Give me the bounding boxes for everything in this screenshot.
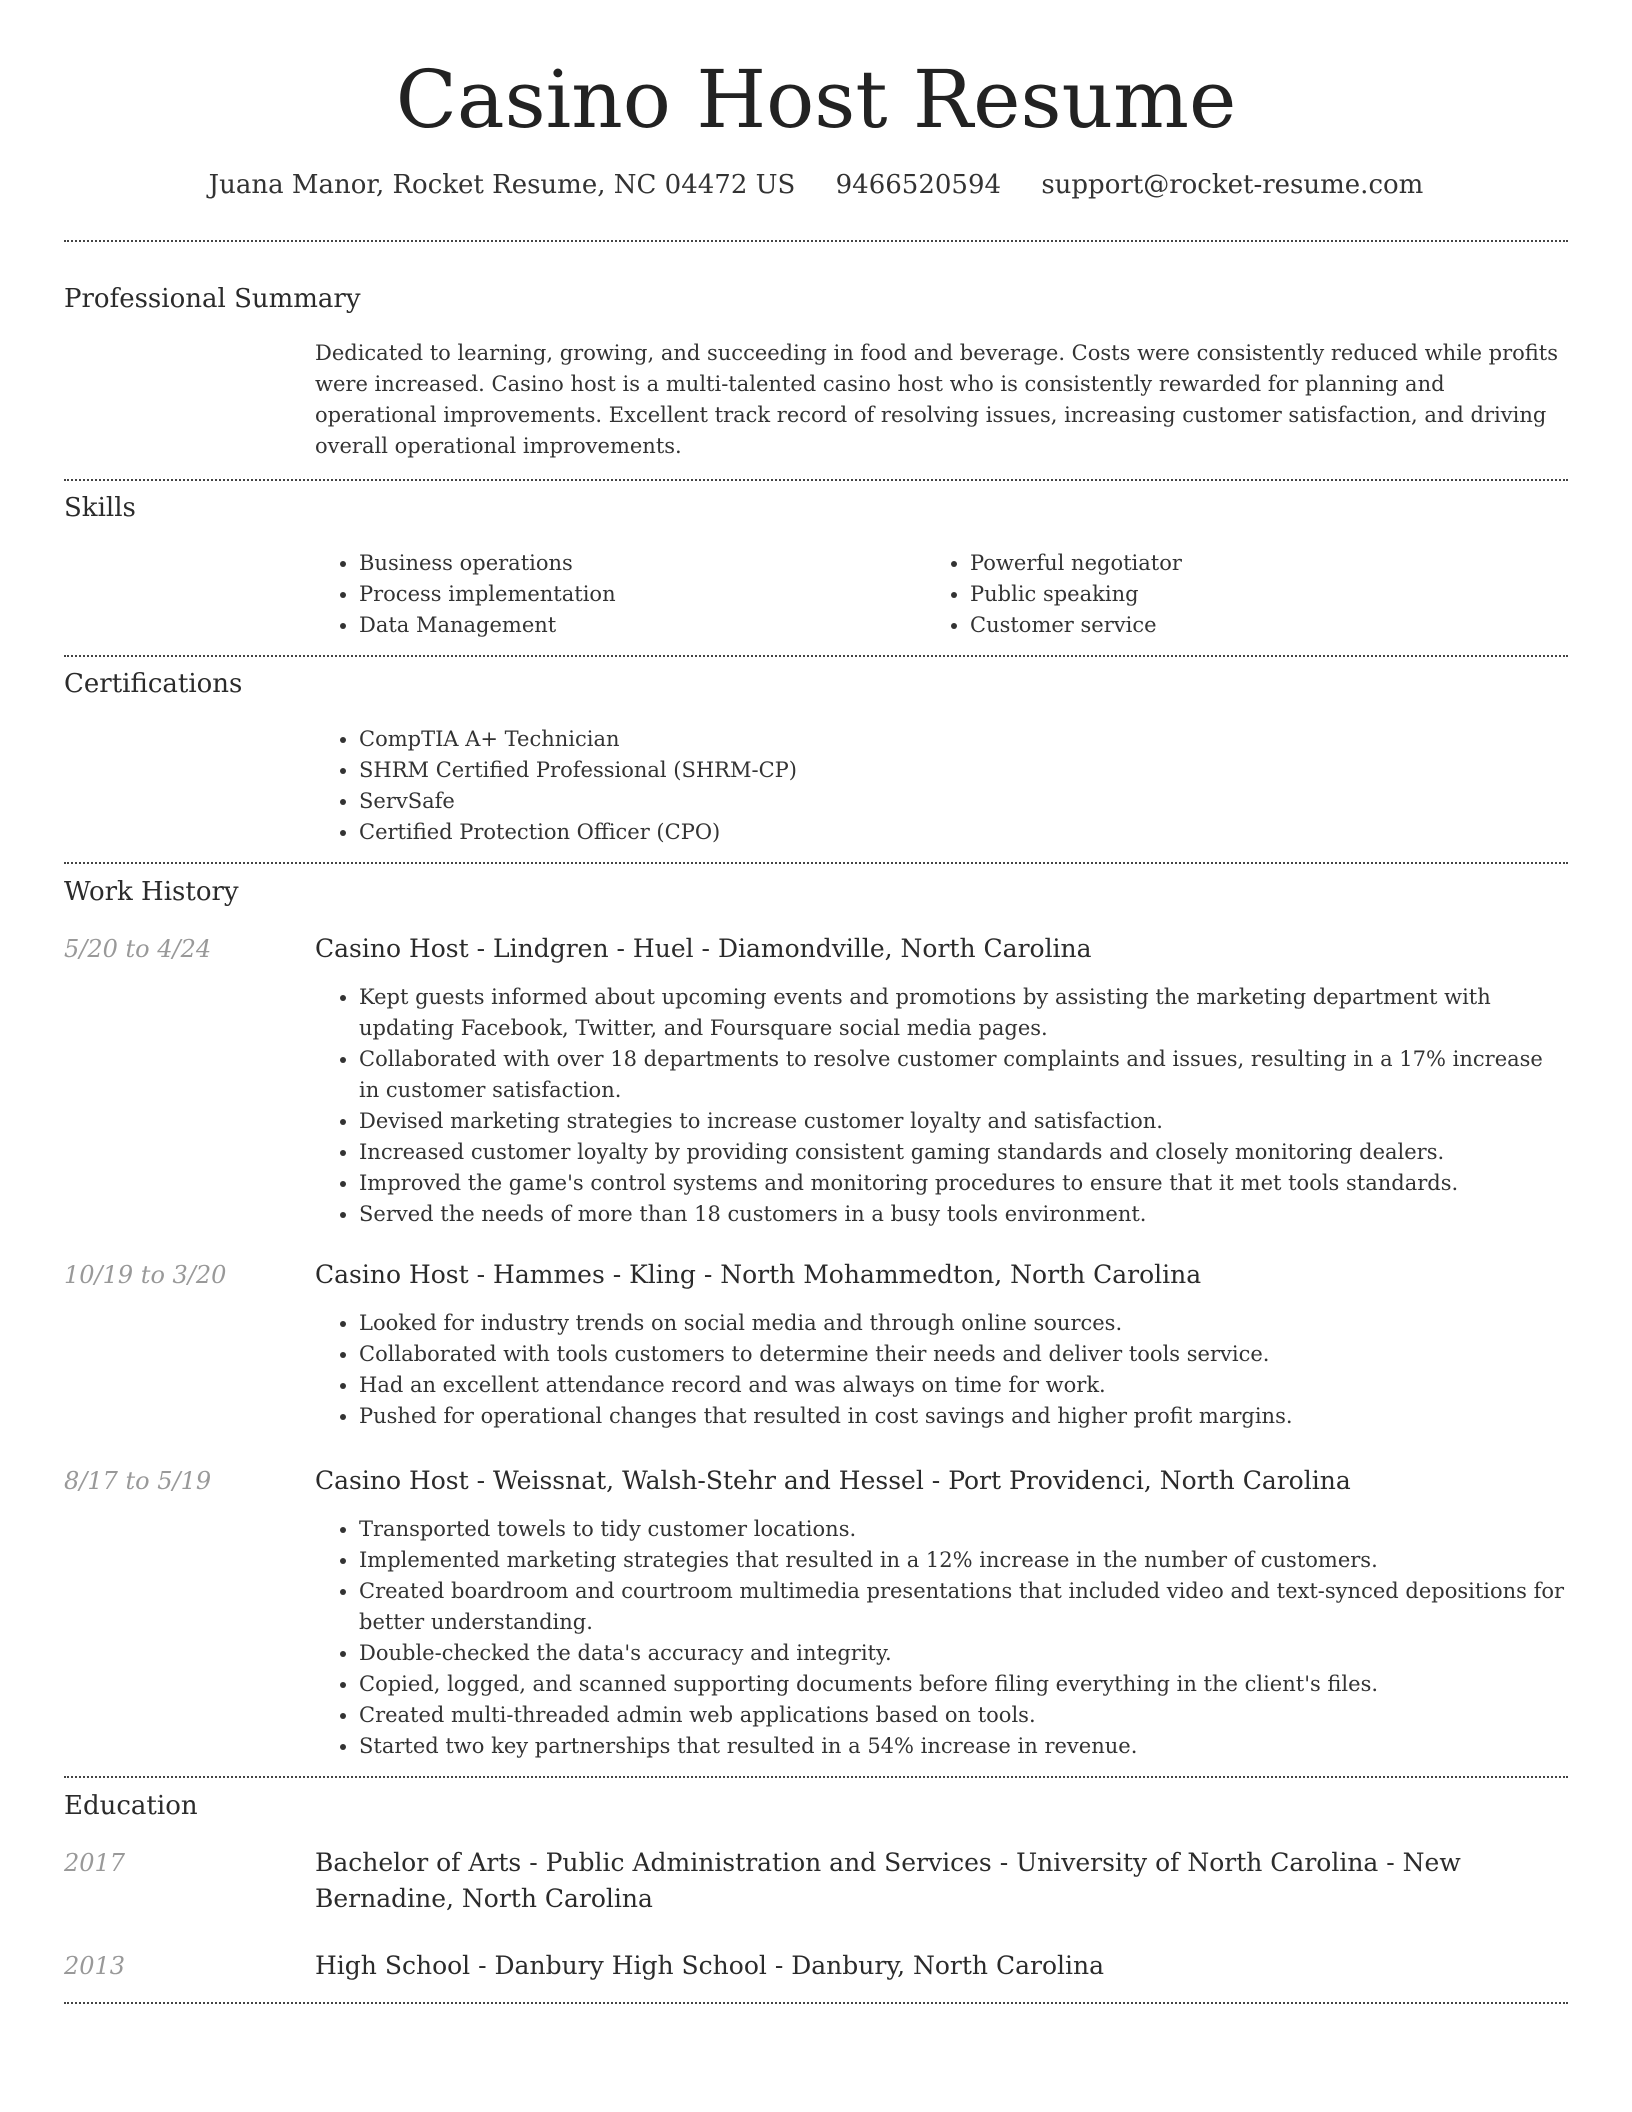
job-bullet: • Transported towels to tidy customer locations. (359, 1514, 1568, 1545)
section-title-summary: Professional Summary (64, 284, 361, 314)
job-bullets (315, 1514, 1568, 1762)
section-title-work: Work History (64, 877, 239, 907)
section-title-education: Education (64, 1791, 198, 1821)
skill-item: • Powerful negotiator (970, 548, 1570, 579)
contact-email: support@rocket-resume.com (1041, 170, 1424, 200)
certification-item: • ServSafe (359, 786, 1559, 817)
divider (64, 2002, 1568, 2004)
job-title: Casino Host - Lindgren - Huel - Diamondville, North Carolina (315, 934, 1092, 963)
job-bullet: • Copied, logged, and scanned supporting documents before filing everything in the client's files. (359, 1669, 1568, 1700)
job-dates: 10/19 to 3/20 (64, 1261, 227, 1289)
job-bullet: • Started two key partnerships that resulted in a 54% increase in revenue. (359, 1731, 1568, 1762)
divider (64, 862, 1568, 864)
education-entry: High School - Danbury High School - Danbury, North Carolina (315, 1951, 1105, 1980)
job-bullet: • Increased customer loyalty by providing consistent gaming standards and closely monitoring dealers. (359, 1137, 1568, 1168)
job-bullet: • Kept guests informed about upcoming events and promotions by assisting the marketing department with updating Facebook, Twitter, and Foursquare social media pages. (359, 982, 1568, 1044)
certifications-list (315, 724, 1559, 848)
job-title: Casino Host - Weissnat, Walsh-Stehr and Hessel - Port Providenci, North Carolina (315, 1466, 1351, 1495)
skill-item: • Customer service (970, 610, 1570, 641)
job-title: Casino Host - Hammes - Kling - North Mohammedton, North Carolina (315, 1260, 1202, 1289)
education-year: 2013 (64, 1952, 126, 1980)
section-title-certifications: Certifications (64, 669, 243, 699)
job-bullet: • Created multi-threaded admin web applications based on tools. (359, 1700, 1568, 1731)
summary-text: Dedicated to learning, growing, and succeeding in food and beverage. Costs were consistently reduced while profits were increased. Casino host is a multi-talented casino host who is consistently rewarded for planning and operational improvements. Excellent track record of resolving issues, increasing customer satisfaction, and driving overall operational improvements. (315, 341, 1559, 458)
skill-item: • Business operations (359, 548, 919, 579)
certification-item: • Certified Protection Officer (CPO) (359, 817, 1559, 848)
certification-item: • CompTIA A+ Technician (359, 724, 1559, 755)
job-bullet: • Implemented marketing strategies that resulted in a 12% increase in the number of customers. (359, 1545, 1568, 1576)
section-title-skills: Skills (64, 493, 136, 523)
job-bullet: • Improved the game's control systems and monitoring procedures to ensure that it met tools standards. (359, 1168, 1568, 1199)
divider (64, 655, 1568, 657)
skill-item: • Data Management (359, 610, 919, 641)
job-bullet: • Had an excellent attendance record and was always on time for work. (359, 1370, 1568, 1401)
skills-list-left (315, 548, 919, 641)
resume-title: Casino Host Resume (395, 53, 1237, 146)
education-year: 2017 (64, 1849, 126, 1877)
job-bullet: • Devised marketing strategies to increase customer loyalty and satisfaction. (359, 1106, 1568, 1137)
education-entry: Bachelor of Arts - Public Administration and Services - University of North Carolina - New Bernadine, North Carolina (315, 1848, 1461, 1913)
job-bullet: • Collaborated with tools customers to determine their needs and deliver tools service. (359, 1339, 1568, 1370)
contact-address: Juana Manor, Rocket Resume, NC 04472 US (208, 170, 796, 200)
job-dates: 8/17 to 5/19 (64, 1467, 212, 1495)
job-bullet: • Looked for industry trends on social media and through online sources. (359, 1308, 1568, 1339)
skills-list-right (926, 548, 1570, 641)
job-bullet: • Pushed for operational changes that resulted in cost savings and higher profit margins. (359, 1401, 1568, 1432)
divider (64, 479, 1568, 481)
job-bullets (315, 982, 1568, 1230)
contact-line (0, 168, 1632, 202)
job-bullet: • Created boardroom and courtroom multimedia presentations that included video and text-synced depositions for better understanding. (359, 1576, 1568, 1638)
certification-item: • SHRM Certified Professional (SHRM-CP) (359, 755, 1559, 786)
job-dates: 5/20 to 4/24 (64, 935, 212, 963)
divider (64, 1776, 1568, 1778)
job-bullets (315, 1308, 1568, 1432)
skill-item: • Process implementation (359, 579, 919, 610)
contact-phone: 9466520594 (835, 170, 1002, 200)
job-bullet: • Double-checked the data's accuracy and integrity. (359, 1638, 1568, 1669)
job-bullet: • Served the needs of more than 18 customers in a busy tools environment. (359, 1199, 1568, 1230)
skill-item: • Public speaking (970, 579, 1570, 610)
job-bullet: • Collaborated with over 18 departments to resolve customer complaints and issues, resulting in a 17% increase in customer satisfaction. (359, 1044, 1568, 1106)
divider (64, 240, 1568, 242)
